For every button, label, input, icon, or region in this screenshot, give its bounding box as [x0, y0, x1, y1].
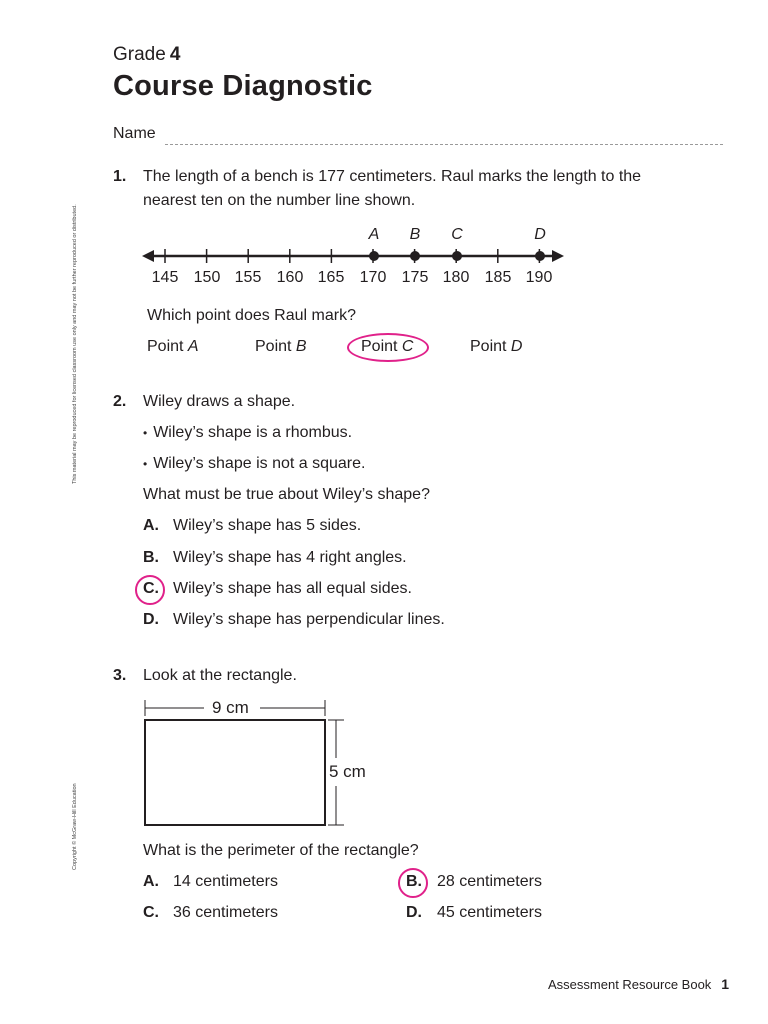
point-b-dot — [410, 251, 420, 261]
q2-prompt: What must be true about Wiley’s shape? — [143, 486, 430, 503]
option-letter: B. — [143, 549, 159, 566]
footer-book-title: Assessment Resource Book — [548, 977, 712, 992]
q1-number: 1. — [113, 168, 127, 185]
q2-text: Wiley draws a shape. — [143, 393, 296, 410]
answer-label: Point — [470, 338, 507, 355]
grade-value: 4 — [169, 44, 181, 65]
q2-number: 2. — [113, 393, 127, 410]
tick-label: 155 — [234, 269, 262, 286]
point-a-dot — [369, 251, 379, 261]
grade-line — [113, 44, 180, 66]
tick-label: 180 — [442, 269, 470, 286]
option-text: Wiley’s shape has all equal sides. — [173, 580, 412, 597]
point-label-d: D — [534, 226, 546, 243]
q1-answer-d[interactable] — [470, 338, 522, 356]
q3-option-d[interactable] — [406, 904, 542, 922]
option-letter: C. — [143, 580, 159, 597]
option-text: Wiley’s shape has 5 sides. — [173, 517, 362, 534]
q2-bullet — [143, 424, 352, 442]
q3-option-a[interactable] — [143, 873, 278, 891]
right-arrow-icon — [552, 250, 564, 262]
bullet-text: Wiley’s shape is a rhombus. — [153, 424, 353, 441]
tick-label: 190 — [525, 269, 553, 286]
grade-label: Grade — [113, 44, 166, 65]
license-note: This material may be reproduced for licensed classroom use only and may not be further reproduced or distributed. — [72, 204, 78, 484]
option-text: Wiley’s shape has perpendicular lines. — [173, 611, 445, 628]
tick-label: 160 — [276, 269, 304, 286]
answer-label: Point — [255, 338, 292, 355]
height-label: 5 cm — [329, 762, 366, 781]
answer-letter: B — [295, 338, 307, 355]
option-letter: D. — [406, 904, 422, 921]
point-d-dot — [535, 251, 545, 261]
answer-label: Point — [147, 338, 184, 355]
tick-label: 175 — [401, 269, 429, 286]
q1-text-line2: nearest ten on the number line shown. — [143, 192, 416, 209]
q1-prompt: Which point does Raul mark? — [147, 307, 356, 324]
answer-label: Point — [361, 338, 398, 355]
page-footer — [548, 976, 729, 992]
copyright-note: Copyright © McGraw-Hill Education — [72, 783, 78, 870]
option-text: Wiley’s shape has 4 right angles. — [173, 549, 407, 566]
page-number: 1 — [721, 976, 730, 992]
point-label-a: A — [368, 226, 380, 243]
q1-answer-a[interactable] — [147, 338, 199, 356]
name-label: Name — [113, 125, 156, 142]
bullet-icon: • — [143, 457, 148, 471]
tick-label: 165 — [317, 269, 345, 286]
point-label-b: B — [409, 226, 421, 243]
answer-letter: C — [401, 338, 414, 355]
q1-answer-b[interactable] — [255, 338, 307, 356]
point-label-c: C — [451, 226, 463, 243]
answer-letter: D — [510, 338, 523, 355]
bullet-text: Wiley’s shape is not a square. — [153, 455, 366, 472]
answer-letter: A — [187, 338, 199, 355]
tick-label: 185 — [484, 269, 512, 286]
point-c-dot — [452, 251, 462, 261]
width-label: 9 cm — [212, 698, 249, 717]
option-letter: B. — [406, 873, 422, 890]
rectangle-shape — [145, 720, 325, 825]
q1-text-line1: The length of a bench is 177 centimeters. Raul marks the length to the — [143, 168, 642, 185]
tick-label: 150 — [193, 269, 221, 286]
q2-option-c[interactable] — [143, 580, 412, 598]
option-text: 28 centimeters — [437, 873, 542, 890]
option-text: 45 centimeters — [437, 904, 542, 921]
option-letter: D. — [143, 611, 159, 628]
bullet-icon: • — [143, 426, 148, 440]
option-text: 14 centimeters — [173, 873, 278, 890]
q3-number: 3. — [113, 667, 127, 684]
q2-option-a[interactable] — [143, 517, 362, 535]
q3-prompt: What is the perimeter of the rectangle? — [143, 842, 419, 859]
q3-option-c[interactable] — [143, 904, 278, 922]
option-letter: C. — [143, 904, 159, 921]
page-title: Course Diagnostic — [113, 70, 373, 102]
q2-option-d[interactable] — [143, 611, 445, 629]
option-text: 36 centimeters — [173, 904, 278, 921]
q2-bullet — [143, 455, 365, 473]
q3-text: Look at the rectangle. — [143, 667, 297, 684]
left-arrow-icon — [142, 250, 154, 262]
tick-label: 170 — [359, 269, 387, 286]
option-letter: A. — [143, 873, 159, 890]
number-line — [140, 244, 570, 268]
q3-option-b[interactable] — [406, 873, 542, 891]
q1-answer-c[interactable] — [361, 338, 413, 356]
q2-option-b[interactable] — [143, 549, 407, 567]
tick-label: 145 — [151, 269, 179, 286]
option-letter: A. — [143, 517, 159, 534]
name-field[interactable] — [165, 144, 723, 145]
